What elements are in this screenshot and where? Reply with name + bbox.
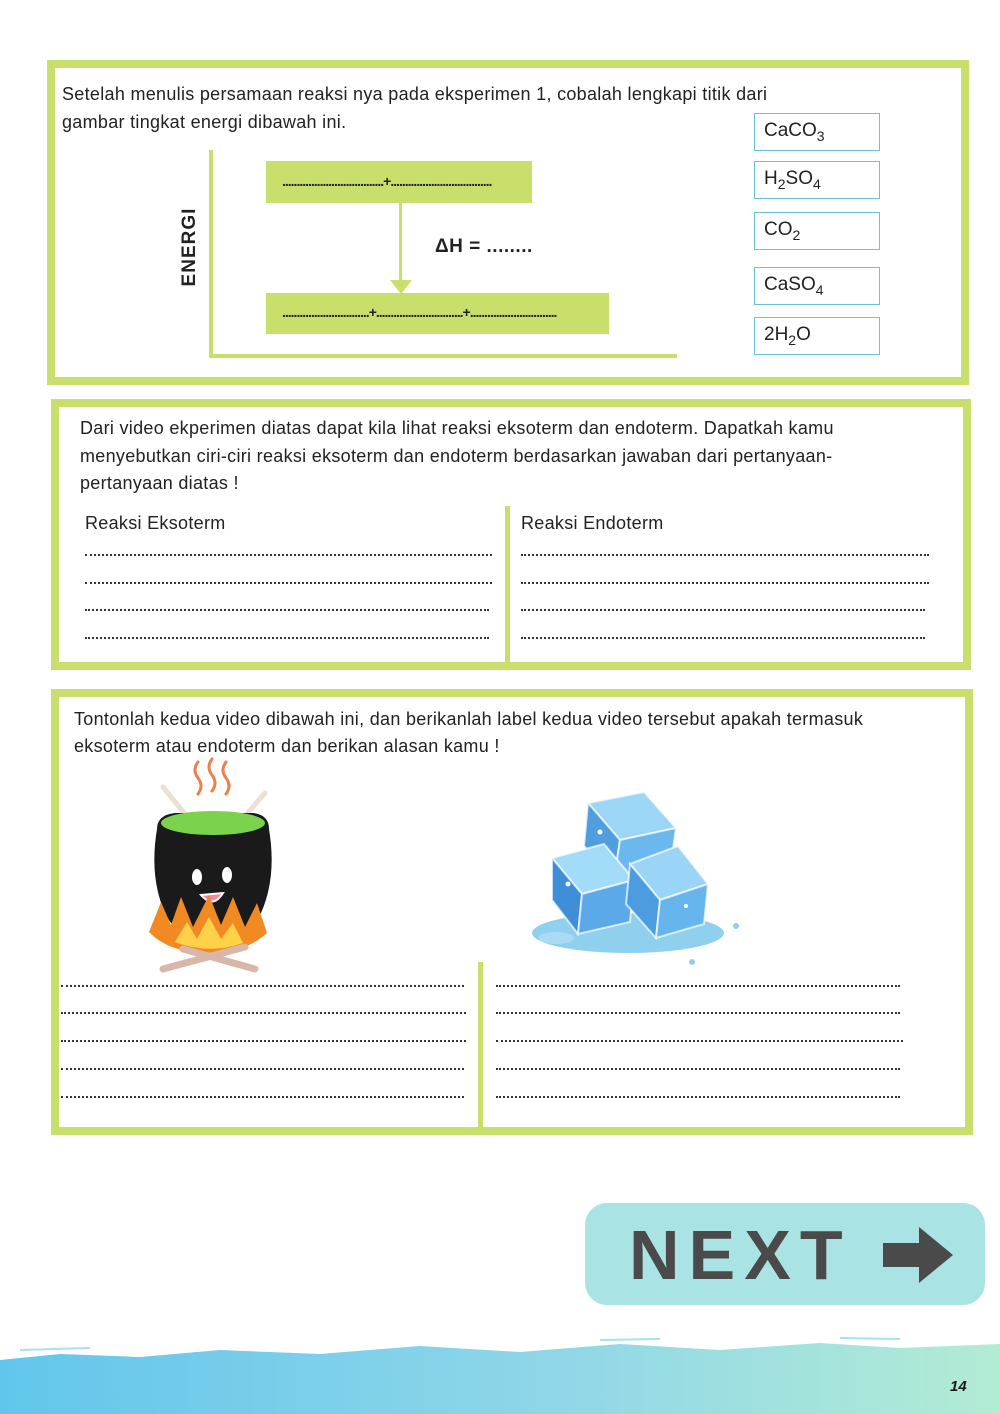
instruction-line-2: gambar tingkat energi dibawah ini. — [62, 112, 347, 132]
section2-line-3: pertanyaan diatas ! — [80, 473, 239, 493]
chip-caco3[interactable]: CaCO$_3$ — [754, 113, 880, 151]
section2-line-1: Dari video ekperimen diatas dapat kila lihat reaksi eksoterm dan endoterm. Dapatkah kamu — [80, 418, 834, 438]
eksoterm-heading: Reaksi Eksoterm — [85, 513, 226, 533]
delta-h-arrowhead — [390, 280, 412, 294]
energy-axis-label: ENERGI — [179, 207, 200, 287]
delta-h-label[interactable]: ΔH = ........ — [435, 236, 533, 257]
product-blank[interactable]: ..............................+..............................+.............................. — [282, 304, 557, 320]
endoterm-answer-line-2[interactable] — [521, 582, 929, 584]
section2-divider — [505, 506, 510, 664]
eksoterm-answer-line-4[interactable] — [85, 637, 489, 639]
section3-line-1: Tontonlah kedua video dibawah ini, dan berikanlah label kedua video tersebut apakah termasuk — [74, 709, 864, 729]
chip-2h2o[interactable]: $2H_2O$ — [754, 317, 880, 355]
endoterm-answer-line-4[interactable] — [521, 637, 925, 639]
next-button-label: NEXT — [629, 1216, 852, 1294]
video1-answer-line-2[interactable] — [61, 1012, 466, 1014]
endoterm-heading: Reaksi Endoterm — [521, 513, 664, 533]
section2-line-2: menyebutkan ciri-ciri reaksi eksoterm dan endoterm berdasarkan jawaban dari pertanyaan- — [80, 446, 833, 466]
video1-answer-line-3[interactable] — [61, 1040, 466, 1042]
energy-x-axis — [209, 354, 677, 358]
instruction-line-1: Setelah menulis persamaan reaksi nya pada eksperimen 1, cobalah lengkapi titik dari — [62, 84, 768, 104]
energy-y-axis — [209, 150, 213, 358]
video2-answer-line-4[interactable] — [496, 1068, 900, 1070]
video2-answer-line-2[interactable] — [496, 1012, 900, 1014]
ice-cubes-icon[interactable] — [516, 788, 741, 968]
delta-h-arrow — [399, 203, 402, 283]
chip-co2[interactable]: $CO_2$ — [754, 212, 880, 250]
video1-answer-line-1[interactable] — [61, 985, 464, 987]
video2-answer-line-5[interactable] — [496, 1096, 900, 1098]
arrow-right-icon — [881, 1225, 955, 1285]
endoterm-answer-line-1[interactable] — [521, 554, 929, 556]
chip-caso4[interactable]: CaSO$_4$ — [754, 267, 880, 305]
section3-divider — [478, 962, 483, 1130]
eksoterm-answer-line-1[interactable] — [85, 554, 492, 556]
video1-answer-line-5[interactable] — [61, 1096, 464, 1098]
section3-line-2: eksoterm atau endoterm dan berikan alasan kamu ! — [74, 736, 500, 756]
chip-h2so4[interactable]: $H_2SO_4$ — [754, 161, 880, 199]
decorative-wave-band — [0, 1330, 1000, 1414]
eksoterm-answer-line-2[interactable] — [85, 582, 492, 584]
cauldron-fire-icon[interactable] — [135, 757, 280, 975]
reactant-blank[interactable]: ...................................+................................... — [282, 173, 492, 189]
video2-answer-line-3[interactable] — [496, 1040, 903, 1042]
video2-answer-line-1[interactable] — [496, 985, 900, 987]
video1-answer-line-4[interactable] — [61, 1068, 464, 1070]
next-button[interactable] — [585, 1203, 985, 1305]
page-number: 14 — [950, 1378, 967, 1395]
endoterm-answer-line-3[interactable] — [521, 609, 925, 611]
eksoterm-answer-line-3[interactable] — [85, 609, 489, 611]
